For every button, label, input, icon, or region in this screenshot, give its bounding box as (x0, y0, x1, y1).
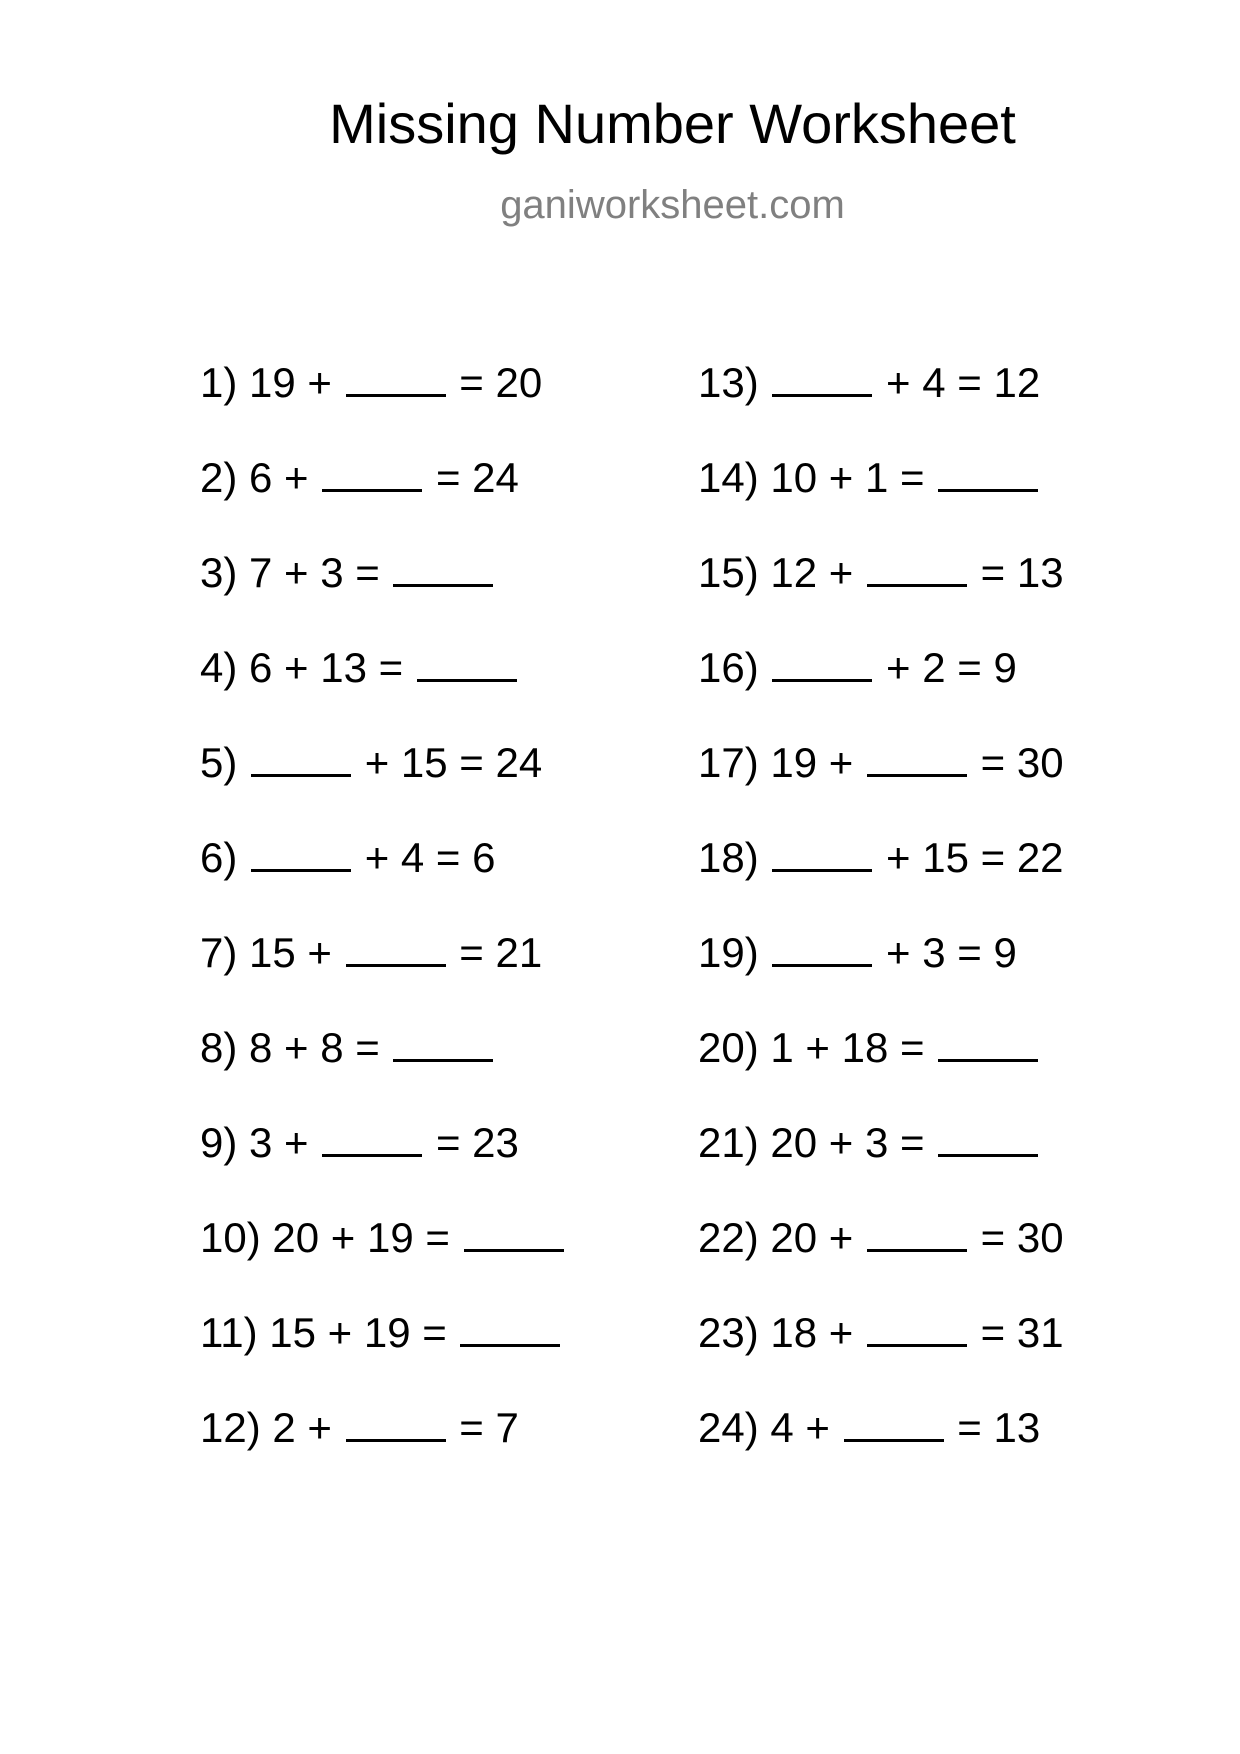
problem-item (200, 445, 566, 540)
equation-text: = 13 (980, 549, 1064, 596)
problem-number: 3) (200, 549, 238, 596)
answer-blank[interactable] (867, 540, 967, 587)
equation-text: 2 + (272, 1404, 332, 1451)
answer-blank[interactable] (393, 1015, 493, 1062)
equation-text: 12 + (770, 549, 854, 596)
problem-number: 11) (200, 1309, 258, 1356)
problem-item (698, 825, 1064, 920)
problem-number: 12) (200, 1404, 261, 1451)
equation-text: 20 + 19 = (272, 1214, 450, 1261)
problem-item (200, 1110, 566, 1205)
equation-text: 6 + (249, 454, 309, 501)
equation-text: = 30 (980, 739, 1064, 786)
problem-number: 2) (200, 454, 238, 501)
answer-blank[interactable] (844, 1395, 944, 1442)
equation-text: 19 + (249, 359, 332, 406)
equation-text: 4 + (770, 1404, 830, 1451)
problem-item (200, 1300, 566, 1395)
problem-item (698, 920, 1064, 1015)
problem-item (200, 825, 566, 920)
equation-text: 20 + (770, 1214, 854, 1261)
problem-item (200, 730, 566, 825)
answer-blank[interactable] (251, 730, 351, 777)
problem-item (698, 1205, 1064, 1300)
equation-text: + 15 = 24 (364, 739, 543, 786)
problem-column-left (200, 350, 566, 1490)
equation-text: 19 + (770, 739, 854, 786)
equation-text: + 15 = 22 (886, 834, 1064, 881)
equation-text: = 13 (957, 1404, 1041, 1451)
answer-blank[interactable] (867, 730, 967, 777)
equation-text: 6 + 13 = (249, 644, 404, 691)
answer-blank[interactable] (346, 350, 446, 397)
equation-text: = 20 (459, 359, 543, 406)
equation-text: = 23 (435, 1119, 519, 1166)
answer-blank[interactable] (938, 1015, 1038, 1062)
answer-blank[interactable] (251, 825, 351, 872)
equation-text: 15 + 19 = (269, 1309, 447, 1356)
answer-blank[interactable] (867, 1300, 967, 1347)
problem-number: 7) (200, 929, 238, 976)
problem-number: 22) (698, 1214, 759, 1261)
equation-text: 1 + 18 = (770, 1024, 925, 1071)
equation-text: 7 + 3 = (249, 549, 380, 596)
equation-text: = 24 (435, 454, 519, 501)
equation-text: 15 + (249, 929, 332, 976)
problem-number: 16) (698, 644, 759, 691)
answer-blank[interactable] (772, 350, 872, 397)
problem-item (200, 1205, 566, 1300)
problem-number: 23) (698, 1309, 759, 1356)
answer-blank[interactable] (938, 445, 1038, 492)
equation-text: + 4 = 12 (886, 359, 1041, 406)
problem-number: 15) (698, 549, 759, 596)
problem-item (698, 1300, 1064, 1395)
problem-item (698, 1110, 1064, 1205)
answer-blank[interactable] (772, 635, 872, 682)
problem-item (698, 730, 1064, 825)
equation-text: + 2 = 9 (886, 644, 1017, 691)
site-url: ganiworksheet.com (500, 183, 845, 227)
equation-text: 3 + (249, 1119, 309, 1166)
answer-blank[interactable] (464, 1205, 564, 1252)
problem-item (698, 540, 1064, 635)
problem-number: 21) (698, 1119, 759, 1166)
answer-blank[interactable] (460, 1300, 560, 1347)
problem-item (200, 540, 566, 635)
answer-blank[interactable] (322, 445, 422, 492)
equation-text: 8 + 8 = (249, 1024, 380, 1071)
problem-item (200, 920, 566, 1015)
problem-item (698, 445, 1064, 540)
problem-item (200, 1015, 566, 1110)
problem-item (698, 350, 1064, 445)
answer-blank[interactable] (772, 920, 872, 967)
problem-number: 5) (200, 739, 238, 786)
problem-number: 1) (200, 359, 238, 406)
problem-item (200, 350, 566, 445)
problem-number: 10) (200, 1214, 261, 1261)
equation-text: 20 + 3 = (770, 1119, 925, 1166)
equation-text: + 4 = 6 (364, 834, 496, 881)
problem-item (698, 1015, 1064, 1110)
answer-blank[interactable] (322, 1110, 422, 1157)
answer-blank[interactable] (938, 1110, 1038, 1157)
answer-blank[interactable] (393, 540, 493, 587)
problem-item (200, 1395, 566, 1490)
problem-column-right (698, 350, 1064, 1490)
problem-item (698, 1395, 1064, 1490)
equation-text: = 7 (459, 1404, 519, 1451)
problem-number: 24) (698, 1404, 759, 1451)
equation-text: = 30 (980, 1214, 1064, 1261)
problem-number: 20) (698, 1024, 759, 1071)
equation-text: 18 + (770, 1309, 854, 1356)
equation-text: + 3 = 9 (886, 929, 1017, 976)
problem-number: 17) (698, 739, 759, 786)
problem-number: 19) (698, 929, 759, 976)
problem-number: 6) (200, 834, 238, 881)
problem-number: 9) (200, 1119, 238, 1166)
problem-item (698, 635, 1064, 730)
problem-item (200, 635, 566, 730)
page-title: Missing Number Worksheet (329, 92, 1016, 155)
answer-blank[interactable] (867, 1205, 967, 1252)
equation-text: = 31 (980, 1309, 1064, 1356)
equation-text: = 21 (459, 929, 543, 976)
equation-text: 10 + 1 = (770, 454, 925, 501)
problem-number: 8) (200, 1024, 238, 1071)
answer-blank[interactable] (772, 825, 872, 872)
problem-number: 4) (200, 644, 238, 691)
answer-blank[interactable] (417, 635, 517, 682)
problem-number: 13) (698, 359, 759, 406)
problem-number: 18) (698, 834, 759, 881)
answer-blank[interactable] (346, 1395, 446, 1442)
problem-number: 14) (698, 454, 759, 501)
answer-blank[interactable] (346, 920, 446, 967)
